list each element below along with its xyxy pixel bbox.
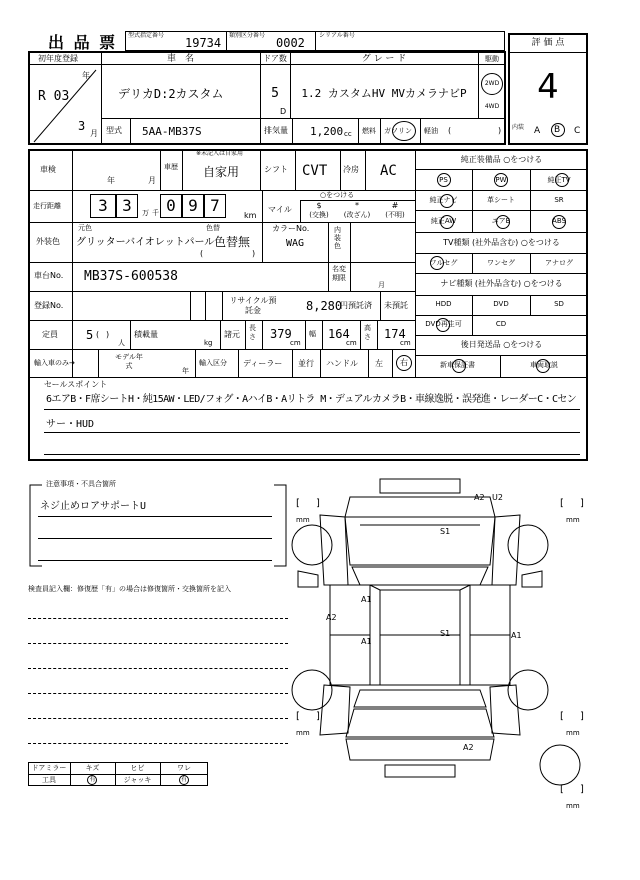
width-unit: cm [346,339,357,347]
fuel-paren-open: ( [448,126,452,135]
dims-label: 諸元 [224,330,240,339]
mm-bracket-close-3: ] [316,711,320,722]
length-unit: cm [290,339,301,347]
width-label: 幅 [309,330,316,338]
car-name-value: デリカD:2カスタム [118,87,224,101]
mark-s1-roof: S1 [440,629,451,638]
mark-a1-left2: A1 [361,637,372,646]
drive-label: 駆動 [485,55,499,63]
mm-bracket-close-4: ] [580,711,584,722]
equip-sr: SR [554,196,564,204]
exterior-color-label: 外装色 [36,237,60,246]
acc-header-crack: ヒビ [130,764,145,772]
tv-analog: アナログ [545,259,573,267]
car-name-label: 車 名 [166,54,194,64]
equip-airbag: エアB [491,217,511,225]
acc-header-scratch: キズ [85,764,100,772]
first-reg-month: 3 [78,119,86,133]
grade-label: グ レ ー ド [361,54,407,64]
model-label: 型式 [106,126,122,135]
repaint-paren-open: ( [200,249,204,258]
equip-navi: 純正ナビ [429,196,458,204]
later-warranty: 新車保証書 [440,361,475,369]
import-dealer: ディーラー [243,359,283,368]
navi-hdd: HDD [435,300,452,308]
history-note: ※未記入は自家用 [196,150,244,157]
acc-tools-value: 有 [89,776,96,783]
sales-point-label: セールスポイント [44,380,108,389]
sales-point-line1: 6エアB・F席シートH・純15AW・LED/フォグ・AハイB・Aリトラ M・デュアルカメラB・車線逸脱・誤発進・レーダーC・Cセン [46,394,577,405]
mileage-digit-1: 3 [98,196,108,215]
maru-note: ○をつける [320,191,355,199]
navi-cd: CD [495,320,507,328]
mm-label-4: mm [566,729,580,737]
orig-color-label: 元色 [78,224,92,232]
handle-left: 左 [375,359,383,368]
dollar-mark: $ [316,201,322,210]
mark-a1-right: A1 [511,631,522,640]
recycle-none: 未預託 [384,301,408,310]
type-no-label: 型式指定番号 [128,32,165,39]
equip-ps: PS [439,176,448,184]
repaint-value: 色替無 [214,235,251,249]
mark-a1-left1: A1 [361,595,372,604]
mm-label-1: mm [296,516,310,524]
inspection-year-unit: 年 [107,176,115,185]
interior-color-label: 内装色 [334,226,341,250]
star-mark: * [355,201,359,210]
disp-unit: cc [344,130,352,138]
interior-c: C [574,126,581,136]
handle-right: 右 [400,358,408,367]
tv-oneseg: ワンセグ [487,259,515,267]
mm-bracket-open-2: [ [560,498,564,509]
reg-no-label: 登録No. [34,301,64,310]
import-parallel: 並行 [298,359,314,368]
capacity-unit: 人 [118,339,125,347]
handle-label: ハンドル [326,359,358,368]
mileage-digit-4: 9 [188,196,198,215]
ac-value: AC [380,163,397,179]
mileage-label: 走行距離 [33,202,61,210]
notes-label: 注意事項・不具合箇所 [46,480,116,488]
model-year-label: モデル年式 [115,353,143,370]
ac-label: 冷房 [343,165,359,174]
mm-label-3: mm [296,729,310,737]
mark-u2-top: U2 [492,493,503,502]
doors-label: ドア数 [263,54,287,63]
navi-type-label: ナビ種類 (社外品含む) ○をつける [440,279,563,288]
color-no-value: WAG [286,238,305,249]
mm-bracket-close-1: ] [316,498,320,509]
name-change-label: 名変期限 [332,265,346,282]
class-no-label: 類別区分番号 [229,32,266,39]
first-reg-month-unit: 月 [90,129,98,138]
mileage-digit-2: 3 [122,196,132,215]
navi-dvd-play: DVD再生可 [425,320,462,328]
equip-pw: PW [495,176,507,184]
mileage-sen-unit: 千 [152,209,159,217]
recycle-label: リサイクル預託金 [229,296,277,315]
model-year-unit: 年 [182,367,189,375]
later-items-label: 後日発送品 ○をつける [460,340,543,349]
mile-label: マイル [268,205,292,214]
type-no-value: 19734 [185,36,222,50]
inspector-label: 検査員記入欄：修復歴「有」の場合は修復箇所・交換箇所を記入 [28,585,231,593]
fuel-paren-close: ) [498,126,502,135]
mm-label-5: mm [566,802,580,810]
serial-label: シリアル番号 [319,32,355,39]
mileage-digit-5: 7 [210,196,220,215]
capacity-value: 5 [86,328,94,342]
tv-type-label: TV種類 (社外品含む) ○をつける [443,238,560,247]
equip-leather: 革シート [487,196,515,204]
mm-bracket-open-1: [ [296,498,300,509]
mark-a2-top: A2 [474,493,485,502]
mark-a2-left: A2 [326,613,337,622]
interior-a: A [534,126,541,136]
mark-s1-front: S1 [440,527,451,536]
name-change-month-unit: 月 [378,281,385,289]
model-value: 5AA-MB37S [142,125,202,138]
tamper-label: (改ざん) [343,211,371,219]
mm-label-2: mm [566,516,580,524]
door-d-label: D [280,107,287,116]
import-label: 輸入車のみ→ [34,359,75,367]
acc-jack-value: 有 [180,776,187,783]
grade-value: 1.2 カスタムHV MVカメラナビP [301,87,467,100]
mm-bracket-close-5: ] [580,784,584,795]
sales-point-line2: サー・HUD [46,419,95,430]
chassis-value: MB37S-600538 [84,269,178,284]
mm-bracket-open-3: [ [296,711,300,722]
notes-line1: ネジ止めロアサポートU [40,501,147,512]
disp-label: 排気量 [264,126,288,135]
navi-sd: SD [554,300,564,308]
acc-header-break: ワレ [177,764,191,772]
acc-jack-label: ジャッキ [123,776,152,784]
std-equip-label: 純正装備品 ○をつける [460,155,543,164]
mm-bracket-open-5: [ [560,784,564,795]
color-no-label: カラーNo. [272,224,310,233]
drive-2wd: 2WD [484,80,500,87]
mm-bracket-open-4: [ [560,711,564,722]
interior-label: 内装 [512,124,525,131]
first-reg-era: R 03 [38,89,70,104]
disp-value: 1,200 [310,125,344,138]
capacity-paren-open: ( [96,330,100,339]
mileage-digit-3: 0 [166,196,176,215]
inspection-month-unit: 月 [148,176,156,185]
mileage-man-unit: 万 [142,209,149,217]
import-type-label: 輸入区分 [199,359,227,367]
hash-mark: # [391,201,399,210]
mark-a2-bottom: A2 [463,743,474,752]
capacity-label: 定員 [42,330,58,339]
height-unit: cm [400,339,411,347]
form-title: 出 品 票 [48,33,118,52]
later-manual: 車両取説 [530,361,558,369]
first-reg-year-unit: 年 [82,71,90,80]
length-value: 379 [270,327,292,341]
inspection-label: 車検 [40,165,56,174]
recycle-value: 8,280 [306,299,343,313]
height-value: 174 [384,327,406,341]
fuel-diesel: 軽油 [424,127,438,135]
shift-value: CVT [302,163,328,179]
score-label: 評 価 点 [531,38,565,48]
history-label: 車歴 [164,163,178,171]
capacity-paren-close: ) [106,330,110,339]
first-reg-label: 初年度登録 [38,54,78,63]
fuel-label: 燃料 [362,127,376,135]
acc-header-mirror: ドアミラー [31,764,67,772]
unknown-label: (不明) [385,211,405,219]
drive-4wd: 4WD [484,103,500,110]
doors-value: 5 [271,86,279,101]
repaint-paren-close: ) [252,249,256,258]
equip-aw: 純正AW [430,217,457,225]
orig-color-value: グリッターバイオレットパール [76,237,215,248]
mileage-km-unit: km [244,211,257,220]
score-value: 4 [537,67,559,107]
notes-bracket [28,484,288,568]
interior-b: B [554,125,561,135]
history-value: 自家用 [203,165,240,179]
recycle-unit: 円預託済 [340,301,372,310]
fuel-gas: ガソリン [384,127,412,135]
acc-tools-label: 工具 [42,776,56,784]
length-label: 長さ [249,324,256,341]
equip-abs: ABS [552,217,566,225]
equip-tv: 純正TV [547,176,571,184]
load-label: 積載量 [134,330,158,339]
repaint-label: 色替 [206,224,220,232]
height-label: 高さ [364,324,371,341]
shift-label: シフト [264,165,288,174]
car-damage-diagram [290,475,610,815]
load-unit: kg [204,339,213,347]
mm-bracket-close-2: ] [580,498,584,509]
width-value: 164 [328,327,350,341]
chassis-label: 車台No. [34,271,64,280]
class-no-value: 0002 [276,36,305,50]
tv-fullseg: フルセグ [429,259,458,267]
navi-dvd: DVD [493,300,509,308]
swap-label: (交換) [309,211,329,219]
